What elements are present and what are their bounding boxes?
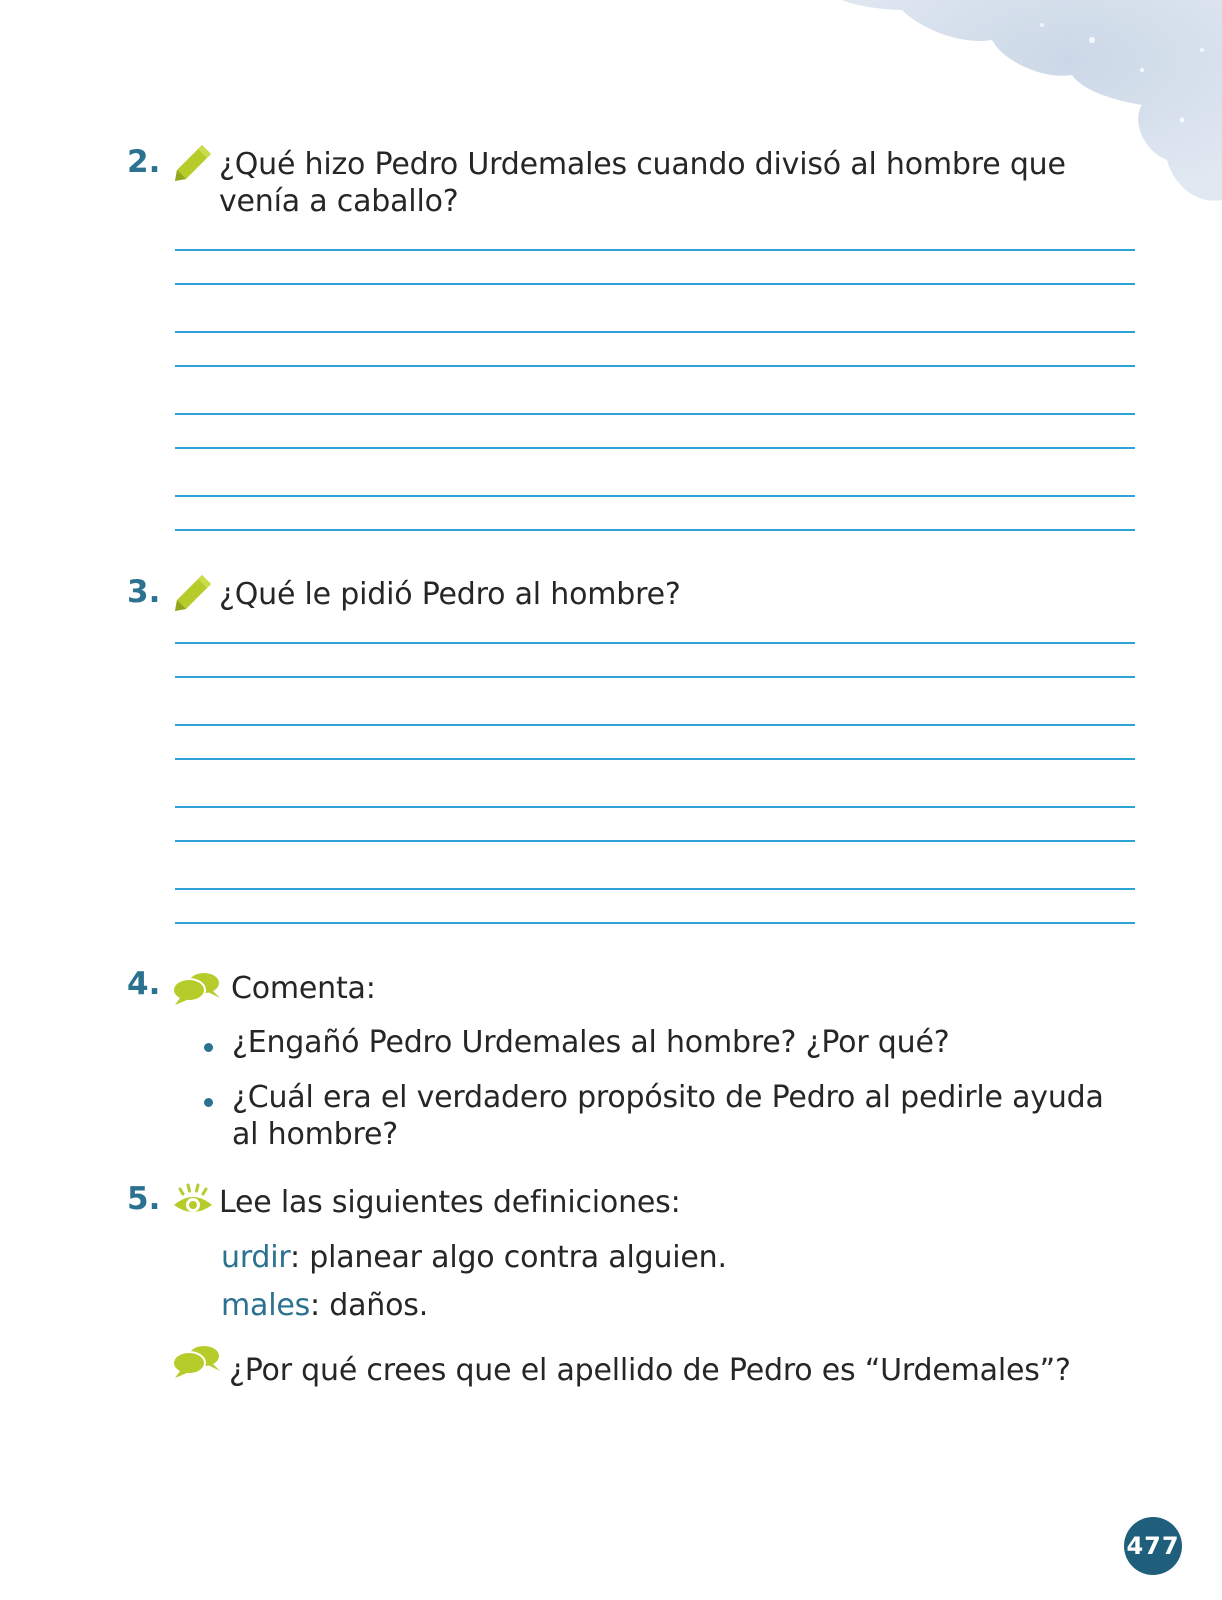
question-2-line-2: venía a caballo? xyxy=(219,184,459,219)
answer-line xyxy=(175,676,1135,678)
question-number-4: 4. xyxy=(127,966,161,1002)
question-4-label: Comenta: xyxy=(231,971,376,1006)
question-5-label: Lee las siguientes definiciones: xyxy=(219,1185,681,1220)
answer-line xyxy=(175,529,1135,531)
definition-term: males xyxy=(221,1288,311,1323)
question-2-line-1: ¿Qué hizo Pedro Urdemales cuando divisó al hombre que xyxy=(219,147,1066,182)
definition-meaning: : planear algo contra alguien. xyxy=(290,1240,727,1275)
answer-line xyxy=(175,806,1135,808)
speech-bubbles-icon xyxy=(172,972,222,1006)
answer-line xyxy=(175,331,1135,333)
question-5-followup: ¿Por qué crees que el apellido de Pedro es “Urdemales”? xyxy=(229,1353,1071,1388)
answer-line xyxy=(175,413,1135,415)
bullet-dot xyxy=(204,1043,213,1052)
page-number-badge: 477 xyxy=(1124,1517,1182,1575)
question-3-text: ¿Qué le pidió Pedro al hombre? xyxy=(219,577,681,612)
question-number-2: 2. xyxy=(127,144,161,180)
question-4-bullet-2-line-1: ¿Cuál era el verdadero propósito de Pedro al pedirle ayuda xyxy=(232,1080,1104,1115)
question-4-bullet-1: ¿Engañó Pedro Urdemales al hombre? ¿Por qué? xyxy=(232,1025,950,1060)
answer-line xyxy=(175,840,1135,842)
bullet-dot xyxy=(204,1098,213,1107)
answer-line xyxy=(175,283,1135,285)
answer-line xyxy=(175,642,1135,644)
answer-line xyxy=(175,922,1135,924)
question-2-text xyxy=(219,146,1066,220)
pencil-icon xyxy=(172,142,214,184)
answer-line xyxy=(175,495,1135,497)
answer-line xyxy=(175,249,1135,251)
definition-males xyxy=(221,1287,428,1324)
answer-line xyxy=(175,447,1135,449)
answer-line xyxy=(175,758,1135,760)
question-4-bullet-2-line-2: al hombre? xyxy=(232,1117,398,1152)
answer-line xyxy=(175,365,1135,367)
definition-urdir xyxy=(221,1239,727,1276)
question-number-5: 5. xyxy=(127,1181,161,1217)
definition-term: urdir xyxy=(221,1240,291,1275)
definition-meaning: : daños. xyxy=(310,1288,429,1323)
speech-bubbles-icon xyxy=(172,1345,222,1379)
answer-line xyxy=(175,724,1135,726)
answer-line xyxy=(175,888,1135,890)
question-number-3: 3. xyxy=(127,574,161,610)
eye-icon xyxy=(172,1183,214,1217)
question-4-bullet-2 xyxy=(232,1079,1104,1153)
pencil-icon xyxy=(172,572,214,614)
